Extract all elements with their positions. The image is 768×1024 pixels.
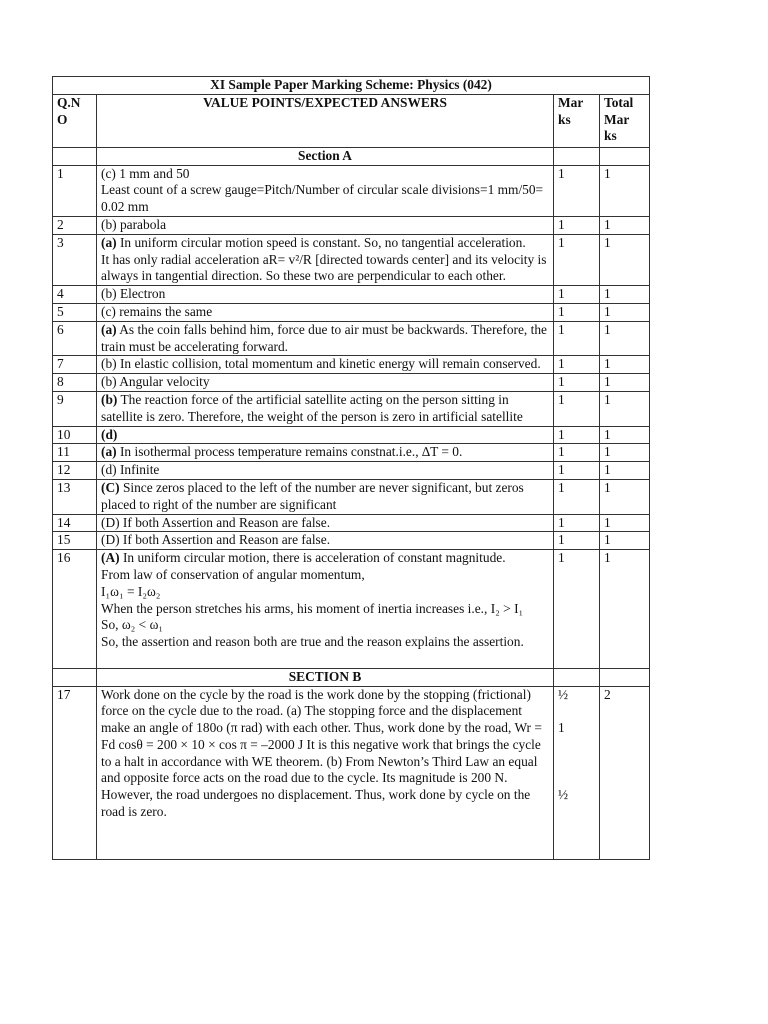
answer-line: (b) Electron [101,286,166,302]
answer-cell [97,462,554,480]
answer-option: (a) [101,234,117,250]
answer-line [101,427,549,444]
question-number: 16 [53,550,97,669]
answer-line: (d) Infinite [101,462,160,478]
mark-value: ½ [558,787,569,803]
marks-cell [554,686,600,859]
table-row [53,462,650,480]
total-cell: 1 [600,165,650,216]
question-number: 17 [53,686,97,859]
marks-cell: 1 [554,234,600,285]
answer-line [101,444,549,461]
total-cell: 1 [600,462,650,480]
section-a-heading: Section A [97,147,554,165]
answer-text: In isothermal process temperature remains constnat.i.e., ∆T = 0. [116,444,463,460]
question-number: 14 [53,514,97,532]
answer-line [101,550,549,567]
table-row [53,444,650,462]
table-row [53,321,650,356]
marks-cell: 1 [554,550,600,669]
marks-cell: 1 [554,462,600,480]
total-cell: 1 [600,426,650,444]
section-b-heading: SECTION B [97,668,554,686]
table-row [53,356,650,374]
answer-line [101,235,549,252]
total-cell: 1 [600,356,650,374]
total-cell: 1 [600,374,650,392]
answer-line: (b) In elastic collision, total momentum and kinetic energy will remain conserved. [101,356,541,372]
question-number: 12 [53,462,97,480]
header-total: Total Mar ks [600,94,650,147]
answer-cell [97,550,554,669]
answer-option: (C) [101,479,120,495]
answer-cell [97,216,554,234]
mark-value: ½ [558,686,569,702]
table-row [53,165,650,216]
title-row [53,77,650,95]
total-cell: 2 [600,686,650,859]
answer-line: So, the assertion and reason both are true and the reason explains the assertion. [101,634,524,650]
answer-option: (a) [101,444,117,460]
question-number: 2 [53,216,97,234]
answer-line: (c) 1 mm and 50 [101,165,190,181]
answer-cell [97,426,554,444]
header-qno: Q.N O [53,94,97,147]
answer-line [101,322,549,356]
section-a-row [53,147,650,165]
answer-cell [97,374,554,392]
table-row [53,514,650,532]
question-number: 13 [53,479,97,514]
answer-option: (A) [101,550,120,566]
table-row [53,374,650,392]
question-number: 5 [53,303,97,321]
answer-text: In uniform circular motion speed is constant. So, no tangential acceleration. [116,234,526,250]
question-number: 7 [53,356,97,374]
answer-cell [97,321,554,356]
answer-cell [97,514,554,532]
marks-cell: 1 [554,216,600,234]
marks-cell: 1 [554,479,600,514]
answer-option: (d) [101,426,118,442]
answer-line: (D) If both Assertion and Reason are false. [101,514,331,530]
marks-cell: 1 [554,444,600,462]
answer-text: Since zeros placed to the left of the number are never significant, but zeros placed to right of the number are significant [101,479,524,512]
question-number: 3 [53,234,97,285]
marks-cell: 1 [554,374,600,392]
marks-cell: 1 [554,303,600,321]
question-number: 4 [53,286,97,304]
table-row [53,234,650,285]
question-number: 10 [53,426,97,444]
total-cell: 1 [600,321,650,356]
question-number: 15 [53,532,97,550]
header-row [53,94,650,147]
answer-line: It has only radial acceleration aR= v²/R [directed towards center] and its velocity is always in tangential direction. So these two are perpendicular to each other. [101,251,547,284]
marks-cell: 1 [554,514,600,532]
table-row [53,391,650,426]
answer-line: (c) remains the same [101,303,213,319]
answer-text: In uniform circular motion, there is acceleration of constant magnitude. [119,550,506,566]
answer-cell [97,165,554,216]
total-cell: 1 [600,550,650,669]
table-row [53,303,650,321]
section-b-row [53,668,650,686]
total-cell: 1 [600,479,650,514]
answer-line [101,392,549,426]
table-row [53,550,650,669]
marking-scheme-table [52,76,650,860]
question-number: 9 [53,391,97,426]
total-cell: 1 [600,391,650,426]
question-number: 1 [53,165,97,216]
table-row [53,479,650,514]
answer-cell [97,479,554,514]
answer-line: (b) Angular velocity [101,374,210,390]
answer-cell: Work done on the cycle by the road is the work done by the stopping (frictional) force on the cycle due to the road. (a) The stopping force and the displacement make an angle of 180o (π rad) with each other. Thus, work done by the road, Wr = Fd cosθ = 200 × 10 × cos π = –2000 J It is this negative work that brings the cycle to a halt in accordance with WE theorem. (b) From Newton’s Third Law an equal and opposite force acts on the road due to the cycle. Its magnitude is 200 N. However, the road undergoes no displacement. Thus, work done by cycle on the road is zero. [97,686,554,859]
answer-option: (a) [101,321,117,337]
answer-cell [97,532,554,550]
answer-line: (b) parabola [101,216,167,232]
table-row [53,426,650,444]
total-cell: 1 [600,532,650,550]
table-row [53,216,650,234]
answer-cell [97,444,554,462]
answer-text: The reaction force of the artificial satellite acting on the person sitting in satellite is zero. Therefore, the weight of the person is zero in artificial satellite [101,391,523,424]
mark-value: 1 [558,720,565,736]
answer-line: Least count of a screw gauge=Pitch/Number of circular scale divisions=1 mm/50= 0.02 mm [101,182,544,215]
question-number: 11 [53,444,97,462]
answer-cell [97,391,554,426]
marks-cell: 1 [554,286,600,304]
answer-line: When the person stretches his arms, his moment of inertia increases i.e., I₂ > I₁ [101,600,524,616]
header-marks: Mar ks [554,94,600,147]
header-answers: VALUE POINTS/EXPECTED ANSWERS [97,94,554,147]
answer-line: So, ω₂ < ω₁ [101,617,164,633]
table-row [53,532,650,550]
table-row [53,686,650,859]
answer-cell [97,303,554,321]
marks-cell: 1 [554,321,600,356]
table-row [53,286,650,304]
answer-cell [97,356,554,374]
marks-cell: 1 [554,532,600,550]
total-cell: 1 [600,514,650,532]
answer-line: I₁ω₁ = I₂ω₂ [101,583,161,599]
answer-line: (D) If both Assertion and Reason are false. [101,532,331,548]
total-cell: 1 [600,303,650,321]
answer-cell [97,234,554,285]
marks-cell: 1 [554,426,600,444]
question-number: 8 [53,374,97,392]
marks-cell: 1 [554,165,600,216]
marks-cell: 1 [554,356,600,374]
answer-text: As the coin falls behind him, force due to air must be backwards. Therefore, the train must be accelerating forward. [101,321,547,354]
document-title: XI Sample Paper Marking Scheme: Physics (042) [53,77,650,95]
total-cell: 1 [600,234,650,285]
answer-line: From law of conservation of angular momentum, [101,566,365,582]
total-cell: 1 [600,444,650,462]
total-cell: 1 [600,286,650,304]
answer-cell [97,286,554,304]
question-number: 6 [53,321,97,356]
marks-cell: 1 [554,391,600,426]
answer-option: (b) [101,391,118,407]
answer-line [101,480,549,514]
total-cell: 1 [600,216,650,234]
